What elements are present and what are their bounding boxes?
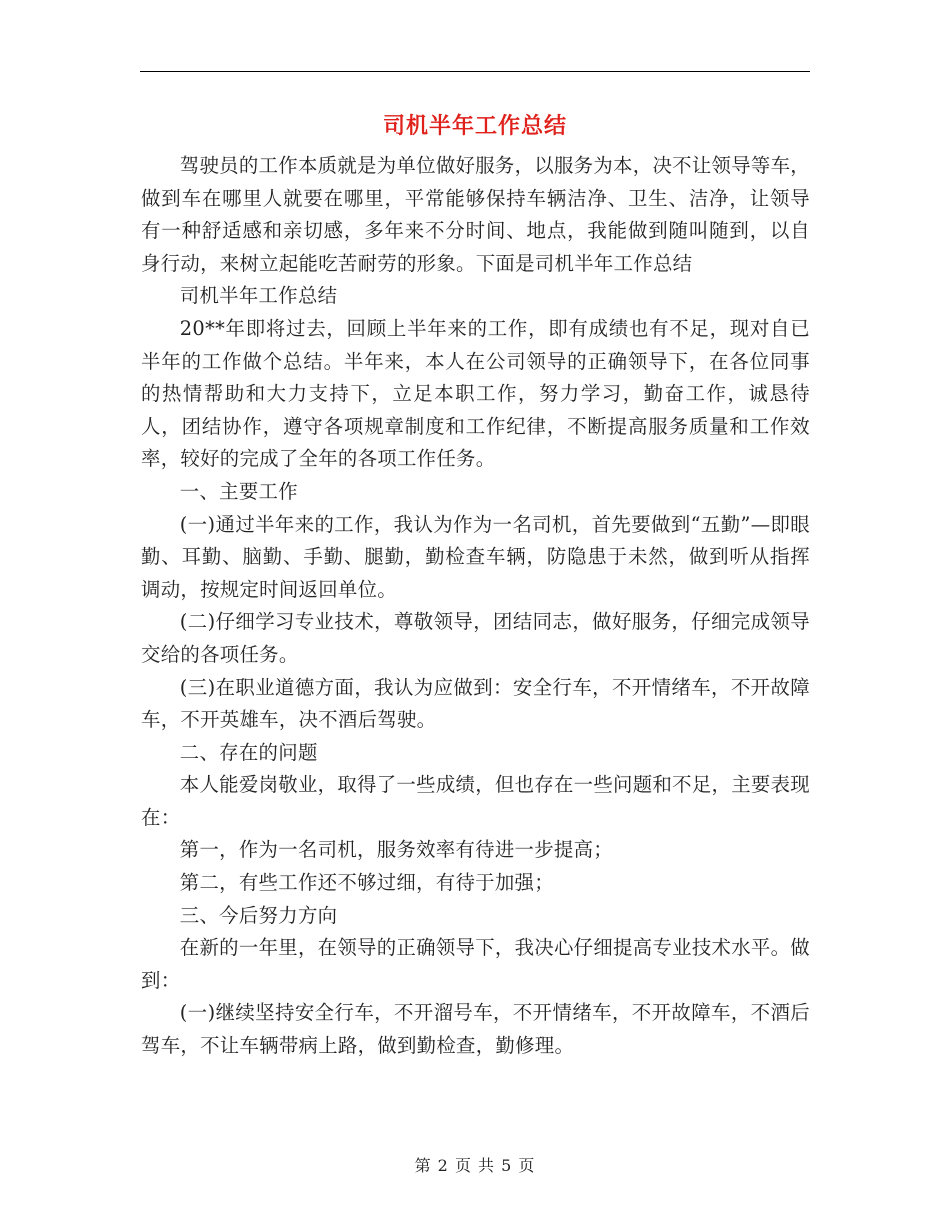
paragraph-problem-1: 第一，作为一名司机，服务效率有待进一步提高；: [179, 838, 613, 862]
header-rule: [140, 71, 810, 72]
paragraph-work-item-2: (二)仔细学习专业技术，尊敬领导，团结同志，做好服务，仔细完成领导交给的各项任务。: [141, 610, 810, 666]
paragraph-future-item-1: (一)继续坚持安全行车，不开溜号车，不开情绪车，不开故障车，不酒后驾车，不让车辆带病上路，做到勤检查，勤修理。: [141, 1001, 810, 1058]
section-heading-problems: 二、存在的问题: [179, 740, 318, 764]
paragraph-work-item-1: (一)通过半年来的工作，我认为作为一名司机，首先要做到“五勤”—即眼勤、耳勤、脑勤、手勤、腿勤，勤检查车辆，防隐患于未然，做到听从指挥调动，按规定时间返回单位。: [141, 512, 810, 601]
paragraph-intro: 驾驶员的工作本质就是为单位做好服务，以服务为本，决不让领导等车，做到车在哪里人就要在哪里，平常能够保持车辆洁净、卫生、洁净，让领导有一种舒适感和亲切感，多年来不分时间、地点，我能做到随叫随到，以自身行动，来树立起能吃苦耐劳的形象。下面是司机半年工作总结: [141, 154, 810, 275]
paragraph-future-intro: 在新的一年里，在领导的正确领导下，我决心仔细提高专业技术水平。做到：: [141, 936, 810, 992]
page-number-footer: 第 2 页 共 5 页: [414, 1156, 536, 1175]
paragraph-work-item-3: (三)在职业道德方面，我认为应做到：安全行车，不开情绪车，不开故障车，不开英雄车，决不酒后驾驶。: [141, 675, 810, 732]
paragraph-problems-intro: 本人能爱岗敬业，取得了一些成绩，但也存在一些问题和不足，主要表现在：: [141, 773, 810, 829]
section-heading-main-work: 一、主要工作: [179, 479, 298, 503]
paragraph-subtitle: 司机半年工作总结: [179, 284, 338, 308]
paragraph-problem-2: 第二，有些工作还不够过细，有待于加强；: [179, 871, 554, 895]
paragraph-overview: 20**年即将过去，回顾上半年来的工作，即有成绩也有不足，现对自已半年的工作做个总结。半年来，本人在公司领导的正确领导下，在各位同事的热情帮助和大力支持下，立足本职工作，努力学习，勤奋工作，诚恳待人，团结协作，遵守各项规章制度和工作纪律，不断提高服务质量和工作效率，较好的完成了全年的各项工作任务。: [141, 316, 810, 471]
section-heading-future: 三、今后努力方向: [179, 903, 338, 927]
document-title: 司机半年工作总结: [382, 113, 567, 139]
document-body: [141, 150, 810, 1063]
